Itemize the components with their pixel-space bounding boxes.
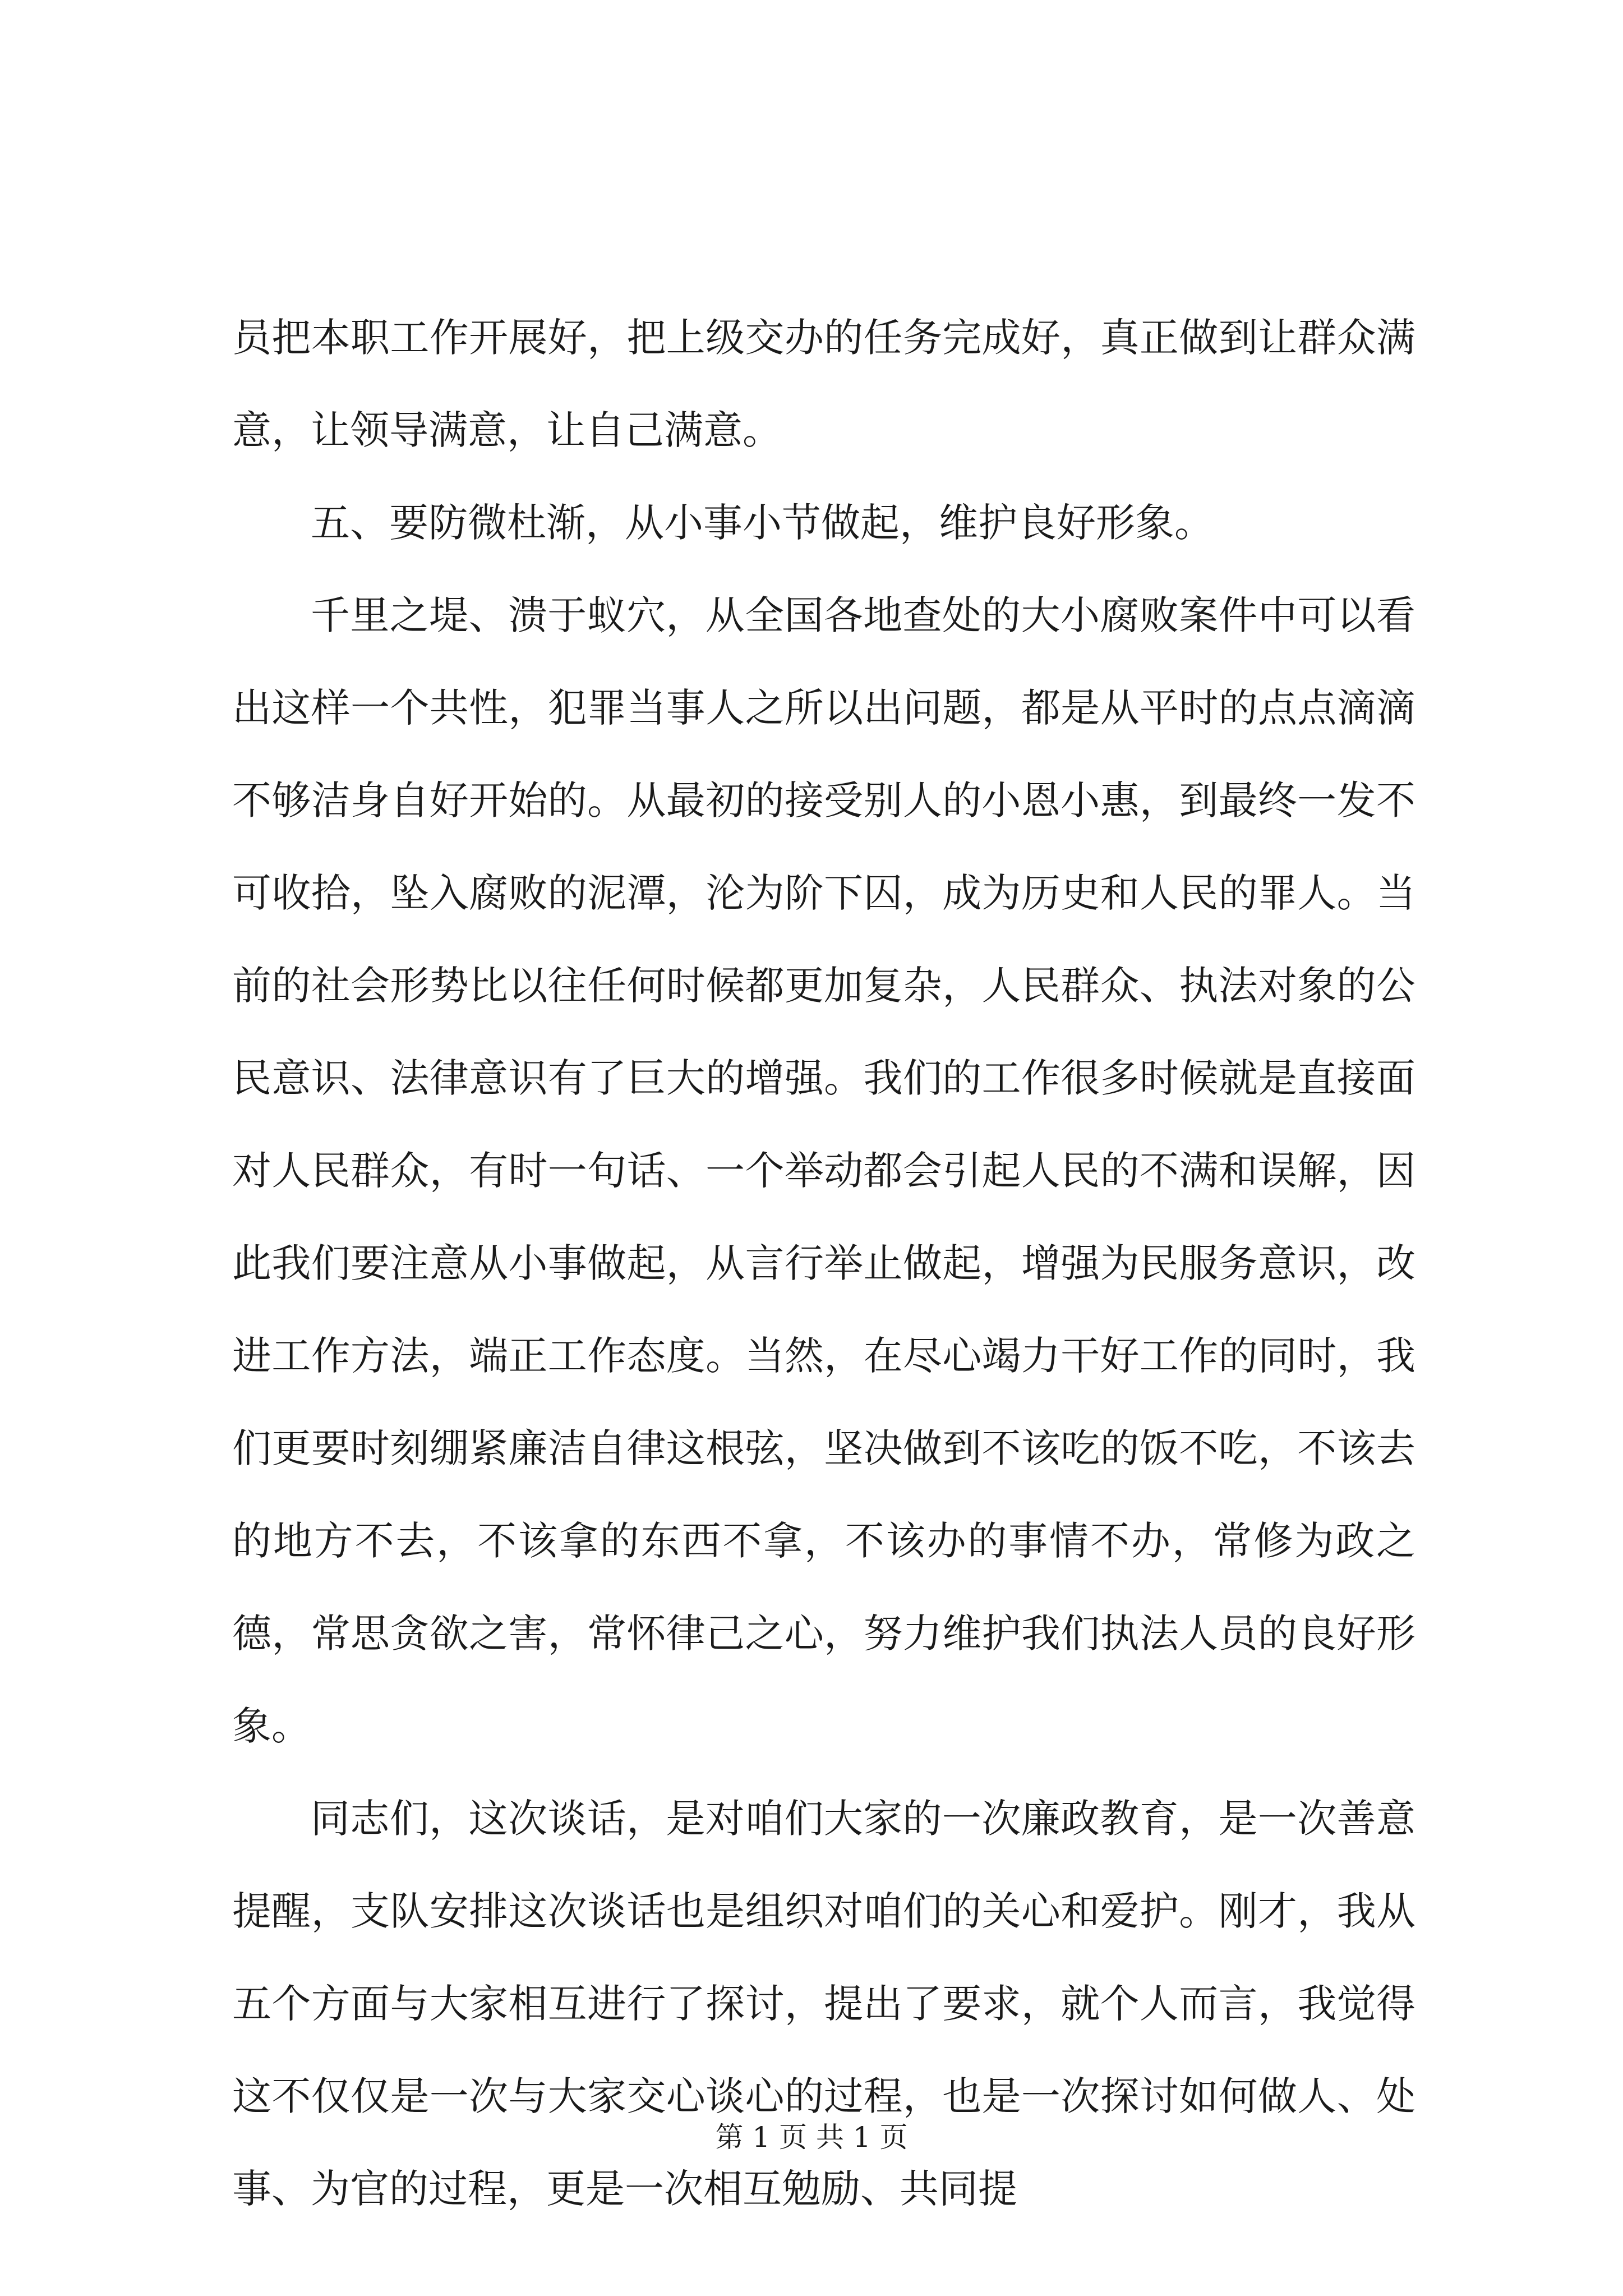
paragraph-closing: 同志们，这次谈话，是对咱们大家的一次廉政教育，是一次善意提醒，支队安排这次谈话也是组织对咱们的关心和爱护。刚才，我从五个方面与大家相互进行了探讨，提出了要求，就个人而言，我觉得这不仅仅是一次与大家交心谈心的过程，也是一次探讨如何做人、处事、为官的过程，更是一次相互勉励、共同提: [232, 1796, 1415, 2212]
paragraph-heading-five: 五、要防微杜渐，从小事小节做起，维护良好形象。: [311, 500, 1214, 546]
paragraph-body: 千里之堤、溃于蚁穴，从全国各地查处的大小腐败案件中可以看出这样一个共性，犯罪当事人之所以出问题，都是从平时的点点滴滴不够洁身自好开始的。从最初的接受别人的小恩小惠，到最终一发不可收拾，坠入腐败的泥潭，沦为阶下囚，成为历史和人民的罪人。当前的社会形势比以往任何时候都更加复杂，人民群众、执法对象的公民意识、法律意识有了巨大的增强。我们的工作很多时候就是直接面对人民群众，有时一句话、一个举动都会引起人民的不满和误解，因此我们要注意从小事做起，从言行举止做起，增强为民服务意识，改进工作方法，端正工作态度。当然，在尽心竭力干好工作的同时，我们更要时刻绷紧廉洁自律这根弦，坚决做到不该吃的饭不吃，不该去的地方不去，不该拿的东西不拿，不该办的事情不办，常修为政之德，常思贪欲之害，常怀律己之心，努力维护我们执法人员的良好形象。: [232, 592, 1415, 1749]
document-body: [232, 292, 1415, 2235]
page-number-footer: 第 1 页 共 1 页: [715, 2121, 908, 2154]
paragraph-continuation: 员把本职工作开展好，把上级交办的任务完成好，真正做到让群众满意，让领导满意，让自己满意。: [232, 315, 1415, 453]
